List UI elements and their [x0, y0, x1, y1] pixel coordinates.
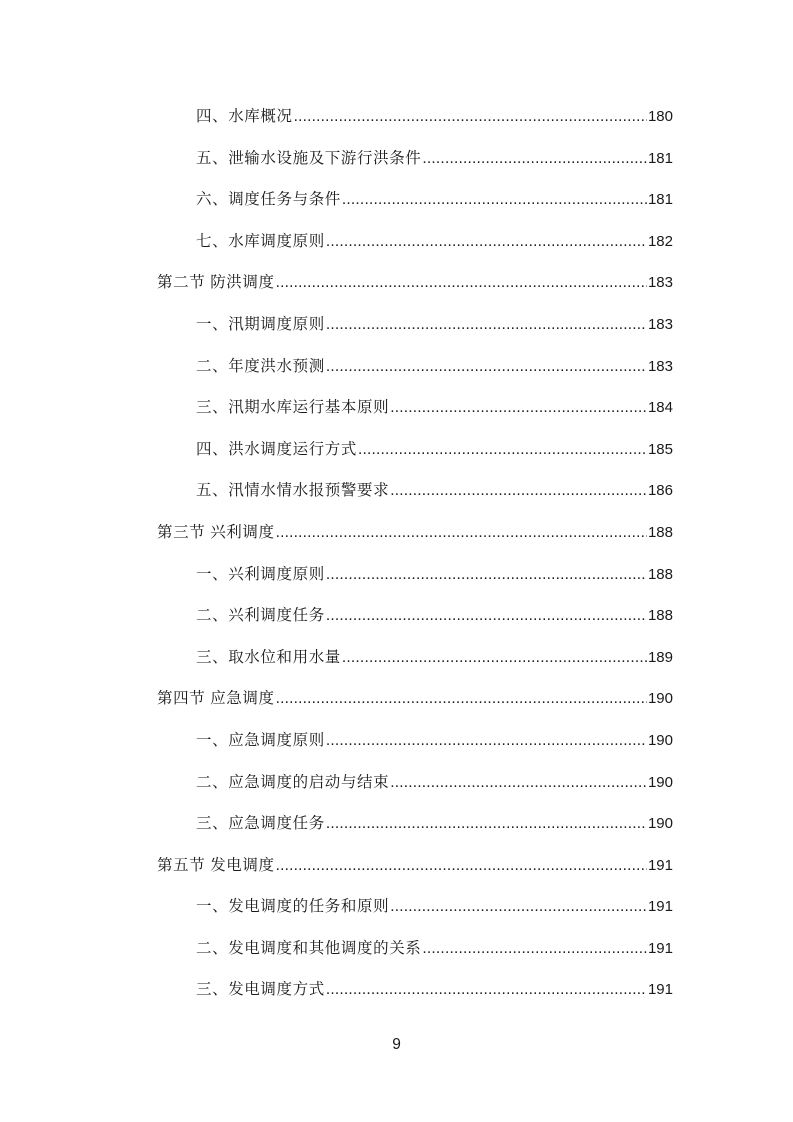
- toc-entry-page: 188: [647, 523, 673, 541]
- dot-leader: [326, 562, 647, 588]
- toc-entry-title: 五、汛情水情水报预警要求: [196, 482, 390, 500]
- dot-leader: [326, 811, 647, 837]
- toc-entry-page: 190: [647, 690, 673, 708]
- dot-leader: [390, 770, 647, 796]
- dot-leader: [294, 104, 647, 130]
- toc-entry[interactable]: [157, 312, 673, 354]
- toc-entry-title: 二、应急调度的启动与结束: [196, 773, 390, 791]
- dot-leader: [326, 354, 647, 380]
- toc-entry-title: 一、汛期调度原则: [196, 315, 325, 333]
- toc-entry-page: 181: [647, 149, 673, 167]
- toc-entry-title: 三、汛期水库运行基本原则: [196, 399, 390, 417]
- toc-entry[interactable]: [157, 354, 673, 396]
- dot-leader: [276, 853, 647, 879]
- toc-entry[interactable]: [157, 187, 673, 229]
- toc-entry-title: 二、兴利调度任务: [196, 607, 325, 625]
- toc-entry-page: 183: [647, 315, 673, 333]
- toc-entry-page: 191: [647, 981, 673, 999]
- toc-entry-title: 三、发电调度方式: [196, 981, 325, 999]
- toc-entry-title: 一、发电调度的任务和原则: [196, 898, 390, 916]
- toc-entry[interactable]: [157, 437, 673, 479]
- dot-leader: [326, 312, 647, 338]
- toc-entry-title: 六、调度任务与条件: [196, 191, 341, 209]
- dot-leader: [326, 728, 647, 754]
- toc-entry[interactable]: [157, 395, 673, 437]
- toc-entry[interactable]: [157, 977, 673, 1019]
- dot-leader: [422, 146, 647, 172]
- toc-section-entry[interactable]: [157, 686, 673, 728]
- dot-leader: [326, 229, 647, 255]
- toc-section-entry[interactable]: [157, 520, 673, 562]
- toc-section-entry[interactable]: [157, 853, 673, 895]
- toc-entry-title: 五、泄输水设施及下游行洪条件: [196, 149, 422, 167]
- toc-entry[interactable]: [157, 104, 673, 146]
- toc-entry-page: 188: [647, 565, 673, 583]
- toc-entry-title: 二、发电调度和其他调度的关系: [196, 939, 422, 957]
- toc-entry-page: 180: [647, 108, 673, 125]
- toc-entry-page: 182: [647, 232, 673, 250]
- dot-leader: [276, 686, 647, 712]
- toc-section-title: 第三节 兴利调度: [157, 523, 275, 541]
- toc-entry[interactable]: [157, 562, 673, 604]
- toc-entry[interactable]: [157, 229, 673, 271]
- dot-leader: [326, 603, 647, 629]
- dot-leader: [326, 977, 647, 1003]
- toc-entry-page: 183: [647, 274, 673, 292]
- toc-section-title: 第二节 防洪调度: [157, 274, 275, 292]
- toc-entry-page: 190: [647, 815, 673, 833]
- toc-entry-page: 190: [647, 731, 673, 749]
- toc-entry-title: 三、取水位和用水量: [196, 648, 341, 666]
- dot-leader: [390, 894, 647, 920]
- toc-entry[interactable]: [157, 603, 673, 645]
- toc-entry-page: 191: [647, 856, 673, 874]
- toc-section-title: 第四节 应急调度: [157, 690, 275, 708]
- toc-entry-page: 190: [647, 773, 673, 791]
- dot-leader: [276, 270, 647, 296]
- toc-entry-title: 一、应急调度原则: [196, 731, 325, 749]
- toc-entry-title: 三、应急调度任务: [196, 815, 325, 833]
- toc-entry-title: 四、洪水调度运行方式: [196, 440, 358, 458]
- toc-entry[interactable]: [157, 728, 673, 770]
- dot-leader: [358, 437, 647, 463]
- toc-entry[interactable]: [157, 936, 673, 978]
- page-number: 9: [392, 1036, 401, 1053]
- dot-leader: [390, 395, 647, 421]
- toc-entry[interactable]: [157, 645, 673, 687]
- toc-entry-page: 186: [647, 482, 673, 500]
- toc-entry[interactable]: [157, 146, 673, 188]
- toc-entry-page: 188: [647, 607, 673, 625]
- toc-entry[interactable]: [157, 811, 673, 853]
- toc-entry-page: 183: [647, 357, 673, 375]
- toc-entry-page: 191: [647, 939, 673, 957]
- toc-entry[interactable]: [157, 894, 673, 936]
- toc-entry[interactable]: [157, 770, 673, 812]
- dot-leader: [276, 520, 647, 546]
- dot-leader: [390, 478, 647, 504]
- dot-leader: [342, 645, 647, 671]
- toc-entry[interactable]: [157, 478, 673, 520]
- toc-entry-page: 191: [647, 898, 673, 916]
- toc-entry-page: 185: [647, 440, 673, 458]
- toc-entry-title: 四、水库概况: [196, 108, 293, 125]
- toc-entry-page: 181: [647, 191, 673, 209]
- toc-entry-title: 一、兴利调度原则: [196, 565, 325, 583]
- toc-entry-title: 七、水库调度原则: [196, 232, 325, 250]
- toc-section-entry[interactable]: [157, 270, 673, 312]
- table-of-contents: [157, 104, 673, 1019]
- toc-entry-page: 189: [647, 648, 673, 666]
- toc-entry-title: 二、年度洪水预测: [196, 357, 325, 375]
- dot-leader: [342, 187, 647, 213]
- toc-entry-page: 184: [647, 399, 673, 417]
- dot-leader: [422, 936, 647, 962]
- toc-section-title: 第五节 发电调度: [157, 856, 275, 874]
